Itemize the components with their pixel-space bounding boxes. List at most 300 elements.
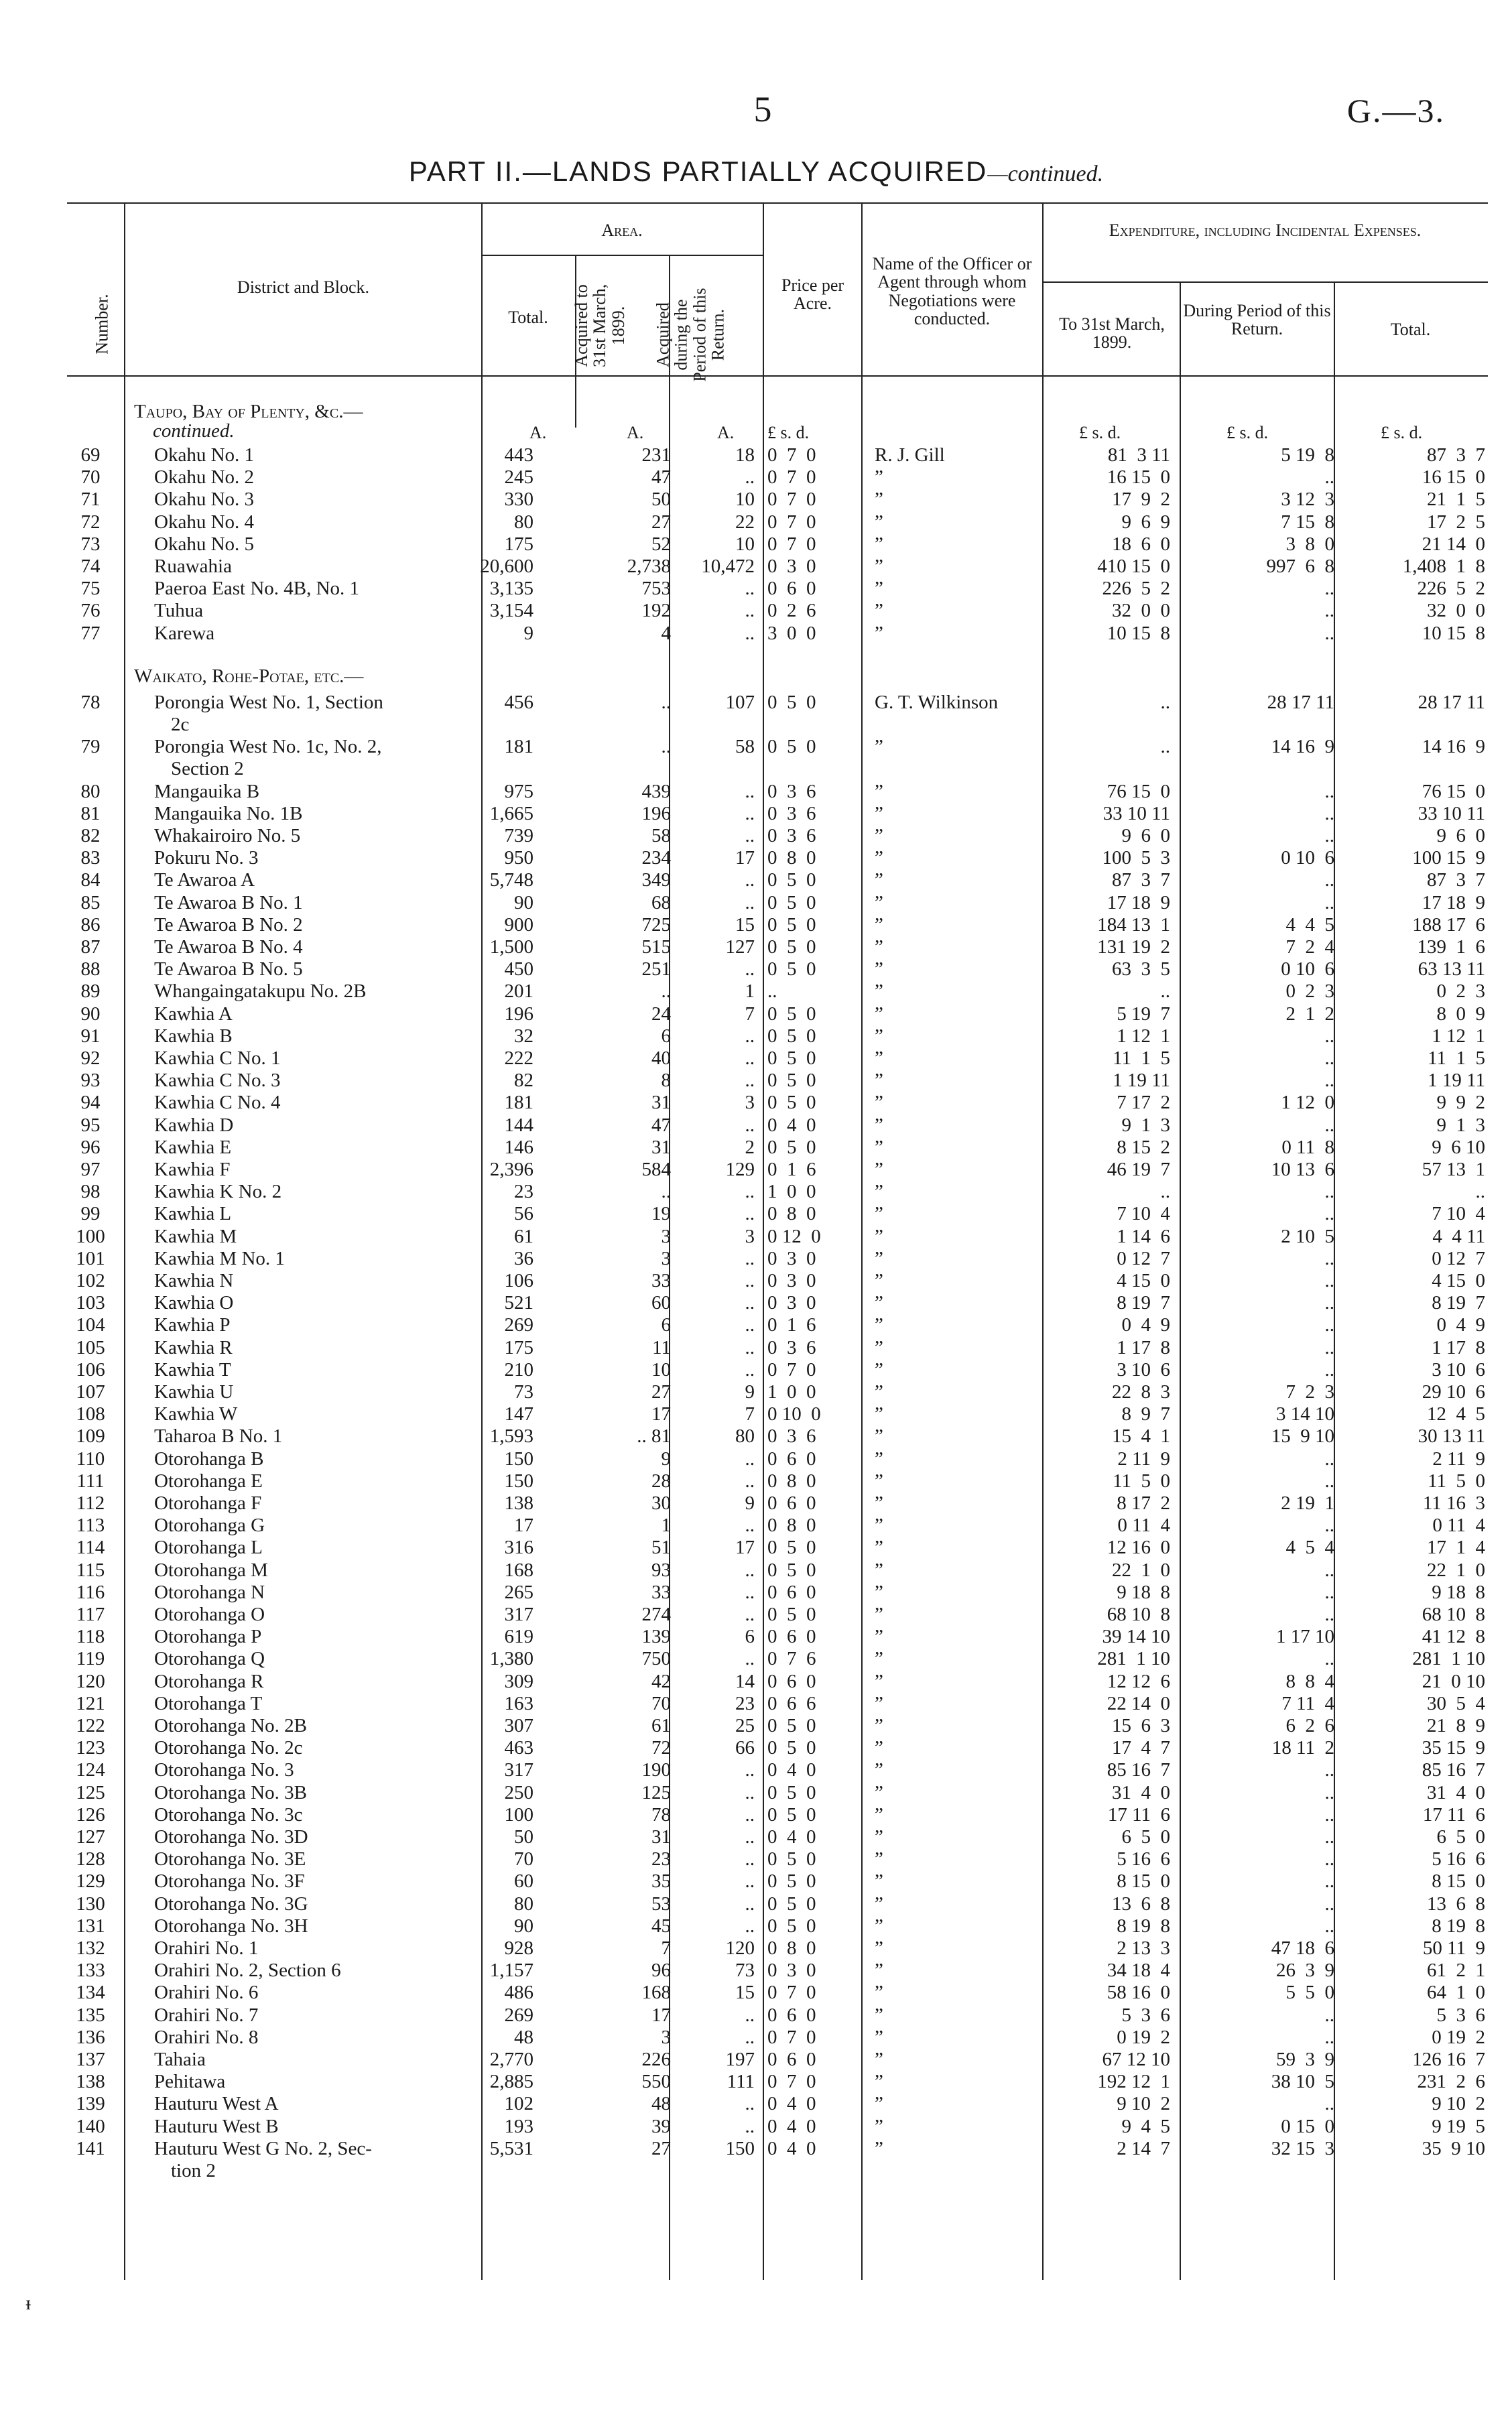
area-acquired-during: .. [745,1870,755,1893]
area-total: 20,600 [480,556,533,577]
header-area: Area. [601,220,643,240]
document-ref: G.—3. [1346,92,1445,129]
row-number: 76 [80,600,101,622]
block-name: Otorohanga P [154,1626,262,1648]
expenditure-during-period: 15 9 10 [1271,1425,1334,1448]
block-name: Kawhia W [154,1403,238,1425]
price-per-acre: 0 5 0 [767,1025,816,1047]
unit-total-acres: A. [529,423,547,442]
block-name: Kawhia C No. 4 [154,1092,281,1114]
header-number: Number. [92,294,112,355]
table-row [0,848,1512,868]
price-per-acre: 0 5 0 [767,1915,816,1937]
officer-name: ” [875,1203,883,1225]
officer-name: ” [875,1225,883,1247]
price-per-acre: 0 8 0 [767,1515,816,1537]
table-row [0,1071,1512,1090]
expenditure-during-period: 2 10 5 [1281,1225,1334,1247]
area-acquired-to: 78 [651,1803,671,1826]
area-acquired-to: 6 [661,1025,671,1047]
price-per-acre: 0 1 6 [767,1314,816,1336]
area-total: 138 [504,1492,533,1514]
expenditure-during-period: 1 12 0 [1281,1092,1334,1114]
table-row [0,1160,1512,1180]
area-total: 269 [504,1314,533,1336]
block-name: Orahiri No. 7 [154,2004,259,2026]
area-acquired-to: 31 [651,1136,671,1158]
row-number: 131 [76,1915,105,1937]
row-number: 83 [80,847,101,869]
table-row [0,601,1512,621]
expenditure-total: 10 15 8 [1422,622,1485,644]
expenditure-to-march: 17 18 9 [1107,891,1170,913]
expenditure-during-period: 5 19 8 [1281,444,1334,466]
expenditure-total: 13 6 8 [1427,1893,1485,1915]
officer-name: ” [875,1759,883,1781]
expenditure-to-march: 8 17 2 [1117,1492,1170,1514]
expenditure-to-march: 8 19 8 [1117,1915,1170,1937]
area-acquired-to: .. [661,736,671,758]
expenditure-during-period: 8 8 4 [1285,1670,1334,1692]
expenditure-to-march: 1 17 8 [1117,1336,1170,1358]
expenditure-during-period: 4 4 5 [1285,913,1334,936]
row-number: 133 [76,1960,105,1982]
area-acquired-during: .. [745,958,755,980]
expenditure-total: 14 16 9 [1422,736,1485,758]
part-title-continued: —continued. [987,162,1104,186]
expenditure-total: 35 9 10 [1422,2137,1485,2159]
area-acquired-to: 39 [651,2115,671,2137]
area-acquired-during: .. [745,1781,755,1803]
block-name: Ruawahia [154,556,232,577]
officer-name: ” [875,466,883,489]
area-total: 144 [504,1114,533,1136]
price-per-acre: 0 6 6 [767,1692,816,1714]
officer-name: G. T. Wilkinson [875,691,999,713]
area-acquired-during: 10 [735,533,755,555]
area-total: 5,748 [489,869,533,891]
expenditure-to-march: 9 6 0 [1121,825,1170,846]
area-acquired-during: 23 [735,1692,755,1714]
expenditure-during-period: .. [1324,1047,1334,1069]
area-acquired-to: 33 [651,1270,671,1291]
expenditure-to-march: .. [1160,1181,1170,1203]
area-total: 23 [514,1181,533,1203]
expenditure-total: 17 2 5 [1427,511,1485,533]
area-acquired-during: .. [745,1470,755,1492]
expenditure-during-period: .. [1324,578,1334,600]
area-total: 307 [504,1715,533,1736]
officer-name: ” [875,736,883,758]
expenditure-during-period: 38 10 5 [1271,2071,1334,2093]
block-name: Kawhia E [154,1136,232,1158]
expenditure-to-march: .. [1160,980,1170,1003]
area-total: 3,154 [489,600,533,622]
officer-name: ” [875,1781,883,1803]
area-acquired-to: 17 [651,2004,671,2026]
expenditure-total: 22 1 0 [1427,1559,1485,1581]
expenditure-total: 12 4 5 [1427,1403,1485,1425]
table-row [0,2139,1512,2159]
price-per-acre: 0 7 6 [767,1648,816,1670]
expenditure-to-march: 7 17 2 [1117,1092,1170,1114]
expenditure-to-march: 31 4 0 [1112,1781,1170,1803]
officer-name: ” [875,1648,883,1670]
expenditure-total: 21 8 9 [1427,1715,1485,1736]
row-number: 123 [76,1737,105,1759]
expenditure-total: 9 10 2 [1432,2093,1485,2115]
expenditure-during-period: .. [1324,1515,1334,1537]
expenditure-to-march: 9 6 9 [1121,511,1170,533]
block-name: Kawhia D [154,1114,234,1136]
expenditure-total: 7 10 4 [1432,1203,1485,1225]
block-name: Kawhia L [154,1203,232,1225]
table-row [0,915,1512,935]
officer-name: ” [875,1604,883,1625]
officer-name: R. J. Gill [875,444,945,466]
area-acquired-to: 35 [651,1870,671,1893]
area-total: 245 [504,466,533,489]
table-row [0,1538,1512,1557]
price-per-acre: 0 7 0 [767,466,816,489]
table-row [0,893,1512,913]
table-row [0,1271,1512,1291]
area-acquired-during: 66 [735,1737,755,1759]
area-acquired-during: .. [745,1358,755,1381]
table-row [0,1672,1512,1692]
officer-name: ” [875,1515,883,1537]
block-name: Otorohanga No. 3c [154,1803,303,1826]
area-acquired-to: 196 [641,802,671,824]
expenditure-during-period: .. [1324,802,1334,824]
area-acquired-to: 96 [651,1960,671,1982]
area-acquired-to: 2,738 [627,556,671,577]
officer-name: ” [875,1737,883,1759]
table-row [0,1383,1512,1402]
officer-name: ” [875,1070,883,1092]
block-name: Kawhia R [154,1336,233,1358]
block-name: Otorohanga No. 3F [154,1870,305,1893]
area-acquired-during: .. [745,600,755,622]
area-total: 3,135 [489,578,533,600]
table-row [0,1561,1512,1580]
row-number: 102 [76,1270,105,1291]
table-row [0,490,1512,509]
area-acquired-during: 3 [745,1225,755,1247]
table-row [0,1605,1512,1624]
area-acquired-to: 47 [651,466,671,489]
area-total: 928 [504,1937,533,1959]
officer-name: ” [875,1092,883,1114]
block-name: Kawhia M [154,1225,237,1247]
officer-name: ” [875,2049,883,2070]
block-name: Otorohanga No. 2c [154,1737,303,1759]
expenditure-during-period: 47 18 6 [1271,1937,1334,1959]
area-total: 73 [514,1381,533,1403]
expenditure-total: 231 2 6 [1417,2071,1485,2093]
expenditure-during-period: 4 5 4 [1285,1537,1334,1559]
area-acquired-to: 753 [641,578,671,600]
expenditure-total: 57 13 1 [1422,1159,1485,1180]
block-name-continuation: tion 2 [171,2160,216,2181]
expenditure-to-march: 4 15 0 [1117,1270,1170,1291]
officer-name: ” [875,1626,883,1648]
area-acquired-during: 14 [735,1670,755,1692]
row-number: 87 [80,936,101,958]
expenditure-to-march: 76 15 0 [1107,780,1170,802]
expenditure-during-period: 0 15 0 [1281,2115,1334,2137]
price-per-acre: 0 3 6 [767,780,816,802]
expenditure-total: 21 0 10 [1422,1670,1485,1692]
price-per-acre: 0 4 0 [767,2115,816,2137]
area-acquired-to: 60 [651,1292,671,1314]
area-acquired-to: 725 [641,913,671,936]
area-acquired-to: 61 [651,1715,671,1736]
expenditure-during-period: .. [1324,1848,1334,1870]
officer-name: ” [875,600,883,622]
expenditure-to-march: 17 4 7 [1112,1737,1170,1759]
price-per-acre: 0 6 0 [767,1581,816,1603]
block-name: Tuhua [154,600,204,622]
area-acquired-during: 7 [745,1003,755,1025]
area-acquired-to: 251 [641,958,671,980]
expenditure-to-march: 12 12 6 [1107,1670,1170,1692]
area-acquired-during: 22 [735,511,755,533]
price-per-acre: 0 3 6 [767,802,816,824]
area-total: 1,593 [489,1425,533,1448]
area-acquired-to: 231 [641,444,671,466]
block-name: Paeroa East No. 4B, No. 1 [154,578,360,600]
area-total: 150 [504,1470,533,1492]
table-row [0,737,1512,757]
officer-name: ” [875,1848,883,1870]
area-total: 181 [504,1092,533,1114]
price-per-acre: 0 6 0 [767,578,816,600]
row-number: 100 [76,1225,105,1247]
expenditure-to-march: 7 10 4 [1117,1203,1170,1225]
block-name: Kawhia F [154,1159,231,1180]
row-number: 71 [80,489,101,511]
expenditure-to-march: 33 10 11 [1102,802,1170,824]
price-per-acre: 0 5 0 [767,913,816,936]
area-acquired-during: 7 [745,1403,755,1425]
block-name: Otorohanga No. 3 [154,1759,294,1781]
price-per-acre: 0 6 0 [767,2004,816,2026]
row-number: 128 [76,1848,105,1870]
area-acquired-to: 125 [641,1781,671,1803]
price-per-acre: 0 3 6 [767,1336,816,1358]
expenditure-to-march: 0 19 2 [1117,2026,1170,2048]
price-per-acre: 0 2 6 [767,600,816,622]
table-row [0,1005,1512,1024]
area-acquired-during: 1 [745,980,755,1003]
area-total: 100 [504,1803,533,1826]
expenditure-total: 41 12 8 [1422,1626,1485,1648]
expenditure-total: 17 1 4 [1427,1537,1485,1559]
officer-name: ” [875,980,883,1003]
table-row [0,1961,1512,1980]
expenditure-to-march: 8 15 0 [1117,1870,1170,1893]
expenditure-to-march: 68 10 8 [1107,1604,1170,1625]
area-acquired-to: 4 [661,622,671,644]
expenditure-total: 11 5 0 [1428,1470,1485,1492]
expenditure-total: 4 4 11 [1432,1225,1485,1247]
price-per-acre: 0 3 0 [767,1960,816,1982]
expenditure-during-period: 2 1 2 [1285,1003,1334,1025]
row-number: 135 [76,2004,105,2026]
area-acquired-during: 15 [735,913,755,936]
block-name: Kawhia A [154,1003,233,1025]
price-per-acre: 0 5 0 [767,691,816,713]
price-per-acre: 0 5 0 [767,1559,816,1581]
row-number: 130 [76,1893,105,1915]
block-name: Orahiri No. 2, Section 6 [154,1960,341,1982]
expenditure-to-march: 1 19 11 [1113,1070,1170,1092]
table-row [0,513,1512,532]
officer-name: ” [875,1715,883,1736]
row-number: 114 [76,1537,105,1559]
area-acquired-during: .. [745,1292,755,1314]
expenditure-during-period: .. [1324,1759,1334,1781]
expenditure-to-march: 46 19 7 [1107,1159,1170,1180]
area-acquired-to: 52 [651,533,671,555]
row-number: 91 [80,1025,101,1047]
officer-name: ” [875,1381,883,1403]
unit-tot-money: £ s. d. [1381,423,1423,442]
price-per-acre: 0 5 0 [767,891,816,913]
table-row [0,1805,1512,1825]
expenditure-during-period: .. [1324,780,1334,802]
expenditure-during-period: .. [1324,1025,1334,1047]
block-name: Kawhia M No. 1 [154,1247,285,1269]
expenditure-to-march: 9 4 5 [1121,2115,1170,2137]
row-number: 115 [76,1559,105,1581]
officer-name: ” [875,847,883,869]
officer-name: ” [875,891,883,913]
area-acquired-to: 40 [651,1047,671,1069]
area-acquired-to: 550 [641,2071,671,2093]
block-name: Hauturu West A [154,2093,279,2115]
block-name: Kawhia O [154,1292,234,1314]
price-per-acre: 0 6 0 [767,2049,816,2070]
block-name: Otorohanga G [154,1515,265,1537]
block-name: Kawhia U [154,1381,234,1403]
header-officer: Name of the Officer or Agent through whom Negotiations were conducted. [872,254,1032,328]
table-row [0,446,1512,465]
area-total: 1,380 [489,1648,533,1670]
area-total: 330 [504,489,533,511]
area-total: 90 [514,891,533,913]
area-acquired-during: .. [745,1448,755,1470]
area-total: 210 [504,1358,533,1381]
expenditure-total: .. [1475,1181,1485,1203]
block-name: Kawhia T [154,1358,231,1381]
area-acquired-during: .. [745,1336,755,1358]
expenditure-during-period: 14 16 9 [1271,736,1334,758]
expenditure-during-period: .. [1324,1648,1334,1670]
row-number: 74 [80,556,101,577]
expenditure-to-march: .. [1160,736,1170,758]
expenditure-total: 0 12 7 [1432,1247,1485,1269]
table-row [0,693,1512,712]
header-acquired-to: Acquired to 31st March, 1899. [572,283,628,368]
price-per-acre: 0 5 0 [767,1537,816,1559]
expenditure-total: 8 19 7 [1432,1292,1485,1314]
area-acquired-during: 17 [735,1537,755,1559]
area-total: 82 [514,1070,533,1092]
expenditure-during-period: 0 10 6 [1281,958,1334,980]
area-total: 201 [504,980,533,1003]
area-total: 619 [504,1626,533,1648]
block-name: Otorohanga No. 3E [154,1848,306,1870]
area-acquired-during: .. [745,2093,755,2115]
row-number: 101 [76,1247,105,1269]
area-acquired-to: 3 [661,1247,671,1269]
area-acquired-to: 19 [651,1203,671,1225]
expenditure-during-period: 1 17 10 [1276,1626,1334,1648]
row-number: 69 [80,444,101,466]
area-acquired-to: 8 [661,1070,671,1092]
area-acquired-to: 11 [652,1336,671,1358]
officer-name: ” [875,1336,883,1358]
row-number: 92 [80,1047,101,1069]
area-acquired-during: .. [745,1114,755,1136]
officer-name: ” [875,1159,883,1180]
expenditure-during-period: 32 15 3 [1271,2137,1334,2159]
block-name: Pokuru No. 3 [154,847,259,869]
table-row [0,960,1512,979]
area-total: 175 [504,533,533,555]
table-row [0,1828,1512,1847]
table-row [0,1895,1512,1914]
officer-name: ” [875,1025,883,1047]
expenditure-to-march: 1 14 6 [1117,1225,1170,1247]
section-title: Taupo, Bay of Plenty, &c.— [134,401,363,422]
expenditure-total: 281 1 10 [1412,1648,1485,1670]
block-name: Otorohanga B [154,1448,264,1470]
block-name: Kawhia C No. 3 [154,1070,281,1092]
row-number: 125 [76,1781,105,1803]
area-acquired-during: .. [745,622,755,644]
table-row [0,1783,1512,1803]
area-acquired-during: 9 [745,1381,755,1403]
officer-name: ” [875,1826,883,1848]
expenditure-to-march: 87 3 7 [1112,869,1170,891]
area-acquired-during: 58 [735,736,755,758]
expenditure-during-period: .. [1324,1826,1334,1848]
expenditure-to-march: 226 5 2 [1102,578,1170,600]
officer-name: ” [875,1358,883,1381]
block-name: Karewa [154,622,215,644]
expenditure-total: 21 1 5 [1427,489,1485,511]
expenditure-total: 0 19 2 [1432,2026,1485,2048]
area-acquired-during: 18 [735,444,755,466]
area-total: 56 [514,1203,533,1225]
block-name: Mangauika B [154,780,260,802]
area-acquired-during: .. [745,1025,755,1047]
officer-name: ” [875,1003,883,1025]
area-total: 456 [504,691,533,713]
expenditure-during-period: .. [1324,466,1334,489]
area-acquired-during: 80 [735,1425,755,1448]
expenditure-during-period: 3 14 10 [1276,1403,1334,1425]
price-per-acre: 0 3 6 [767,1425,816,1448]
price-per-acre: 0 5 0 [767,1604,816,1625]
officer-name: ” [875,1292,883,1314]
officer-name: ” [875,2026,883,2048]
area-acquired-during: .. [745,1314,755,1336]
block-name: Otorohanga O [154,1604,265,1625]
